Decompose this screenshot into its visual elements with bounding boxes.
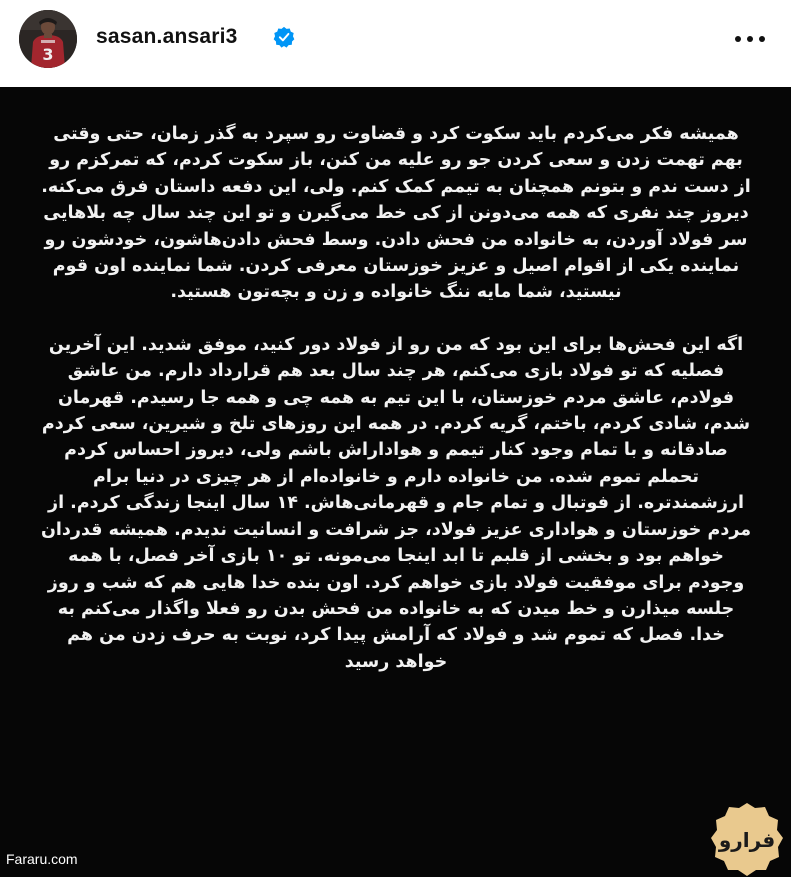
post-paragraph-1: همیشه فکر می‌کردم باید سکوت کرد و قضاوت رو سپرد به گذر زمان، حتی وقتی بهم تهمت زدن و سعی کردن جو رو علیه من کنن، باز سکوت کردم، که تمرکزم رو از دست ندم و بتونم همچنان به تیمم کمک کنم. ولی، این دفعه داستان فرق می‌کنه. دیروز چند نفری که همه می‌دونن از کی خط می‌گیرن و تو این چند سال چه بلاهایی سر فولاد آوردن، به خانواده من فحش دادن. وسط فحش دادن‌هاشون، خودشون رو نماینده یکی از اقوام اصیل و عزیز خوزستان معرفی کردن. شما نماینده اون قوم نیستید، شما مایه ننگ خانواده و زن و بچه‌تون هستید.: [41, 124, 751, 303]
more-options-icon: [730, 34, 770, 44]
avatar-jersey-number: 3: [42, 45, 54, 64]
fararu-logo-icon: [707, 800, 787, 877]
post-text: [40, 121, 752, 675]
more-options-button[interactable]: [730, 34, 770, 44]
avatar-image: [19, 10, 77, 68]
watermark-site-text: Fararu.com: [6, 851, 78, 867]
fararu-logo-text: فرارو: [718, 828, 776, 852]
post-paragraph-2: اگه این فحش‌ها برای این بود که من رو از فولاد دور کنید، موفق شدید. این آخرین فصلیه که تو فولاد بازی می‌کنم، هر چند سال بعد هم قرارداد دارم. من عاشق فولادم، عاشق مردم خوزستان، با این تیم به همه چی و همه جا رسیدم. قهرمان شدم، شادی کردم، باختم، گریه کردم. در همه این روزهای تلخ و شیرین، سعی کردم صادقانه و با تمام وجود کنار تیمم و هواداراش باشم ولی، دیروز احساس کردم تحملم تموم شده. من خانواده دارم و خانواده‌ام از هر چیزی در دنیا برام ارزشمندتره. از فوتبال و تمام جام و قهرمانی‌هاش. ۱۴ سال اینجا زندگی کردم. از مردم خوزستان و هواداری عزیز فولاد، جز شرافت و انسانیت ندیدم. همیشه قدردان خواهم بود و بخشی از قلبم تا ابد اینجا می‌مونه. تو ۱۰ بازی آخر فصل، با همه وجودم برای موفقیت فولاد بازی خواهم کرد. اون بنده خدا هایی هم که شب و روز جلسه میذارن و خط میدن که به خانواده من فحش بدن رو فعلا واگذار می‌کنم به خدا. فصل که تموم شد و فولاد که آرامش پیدا کرد، نوبت به حرف زدن من هم خواهد رسید: [40, 334, 752, 672]
post-image: [0, 87, 791, 877]
fararu-logo: [707, 800, 787, 877]
verified-badge-icon: [273, 26, 295, 48]
post-header: [0, 0, 791, 82]
username-link[interactable]: sasan.ansari3: [96, 25, 238, 48]
profile-avatar[interactable]: [19, 10, 77, 68]
